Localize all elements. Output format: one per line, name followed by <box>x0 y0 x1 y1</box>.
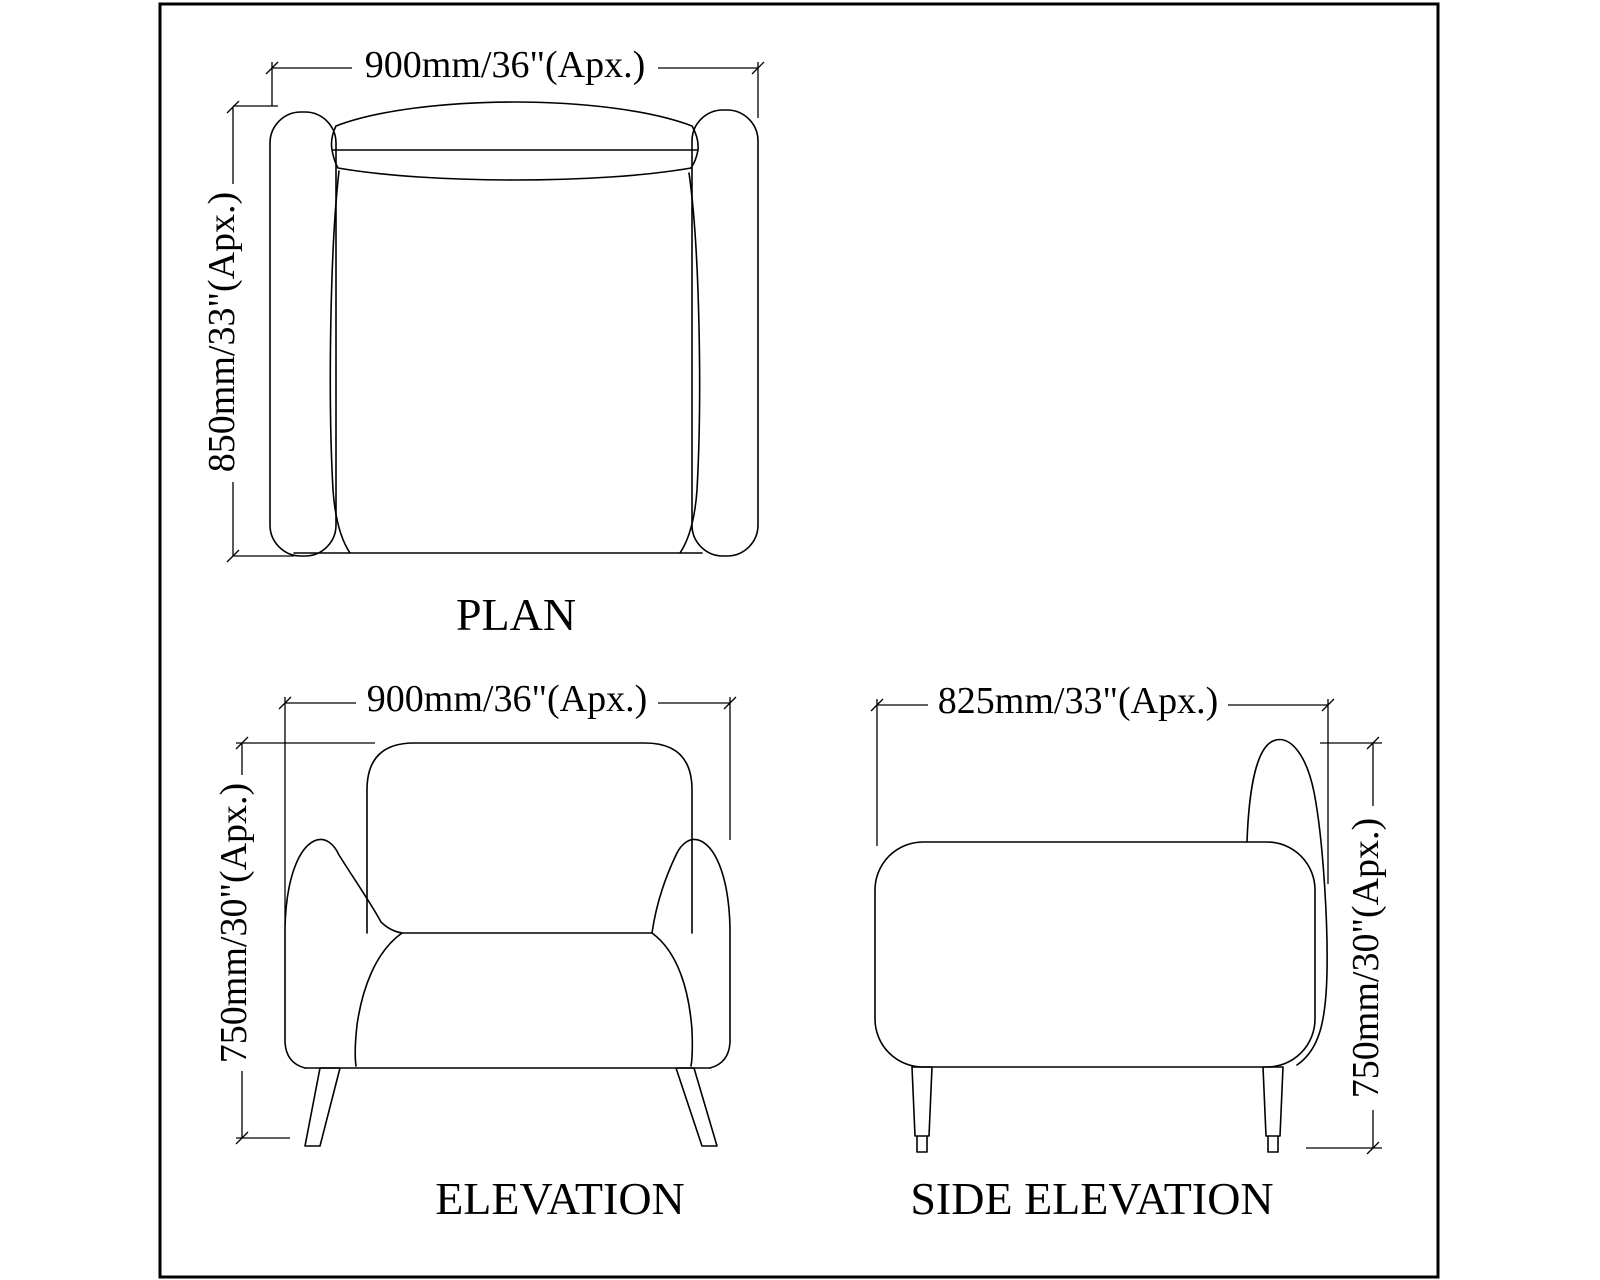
side-elevation-view <box>871 680 1387 1224</box>
elevation-right-leg <box>676 1068 717 1146</box>
elevation-seat-cushion-outline <box>355 933 692 1066</box>
elevation-width-dimension-label: 900mm/36"(Apx.) <box>366 678 648 720</box>
plan-seat-outline <box>294 171 702 553</box>
side-elevation-height-dimension-label: 750mm/30"(Apx.) <box>1345 817 1387 1099</box>
sheet-border <box>160 4 1438 1277</box>
side-elevation-width-dimension-line <box>871 699 1334 884</box>
elevation-view-label: ELEVATION <box>435 1173 685 1224</box>
elevation-height-dimension-line <box>236 737 375 1144</box>
side-elevation-front-leg <box>912 1067 932 1152</box>
plan-width-dimension-label: 900mm/36"(Apx.) <box>364 44 646 86</box>
elevation-backrest-outline <box>367 743 692 933</box>
elevation-left-arm-outline <box>285 839 402 1068</box>
plan-right-arm-outline <box>692 110 758 556</box>
side-elevation-body-outline <box>875 842 1315 1067</box>
elevation-width-dimension-line <box>279 697 736 925</box>
plan-left-arm-outline <box>270 112 336 556</box>
elevation-left-leg <box>305 1068 340 1146</box>
side-elevation-width-dimension-label: 825mm/33"(Apx.) <box>937 680 1219 722</box>
elevation-right-arm-outline <box>652 839 730 1068</box>
plan-back-cushion-outline <box>332 102 699 180</box>
plan-view-label: PLAN <box>455 589 577 640</box>
side-elevation-back-leg <box>1263 1067 1283 1152</box>
elevation-view <box>213 678 736 1224</box>
elevation-height-dimension-label: 750mm/30"(Apx.) <box>213 782 255 1064</box>
plan-view <box>201 44 764 640</box>
plan-depth-dimension-label: 850mm/33"(Apx.) <box>201 191 243 473</box>
side-elevation-view-label: SIDE ELEVATION <box>910 1173 1274 1224</box>
